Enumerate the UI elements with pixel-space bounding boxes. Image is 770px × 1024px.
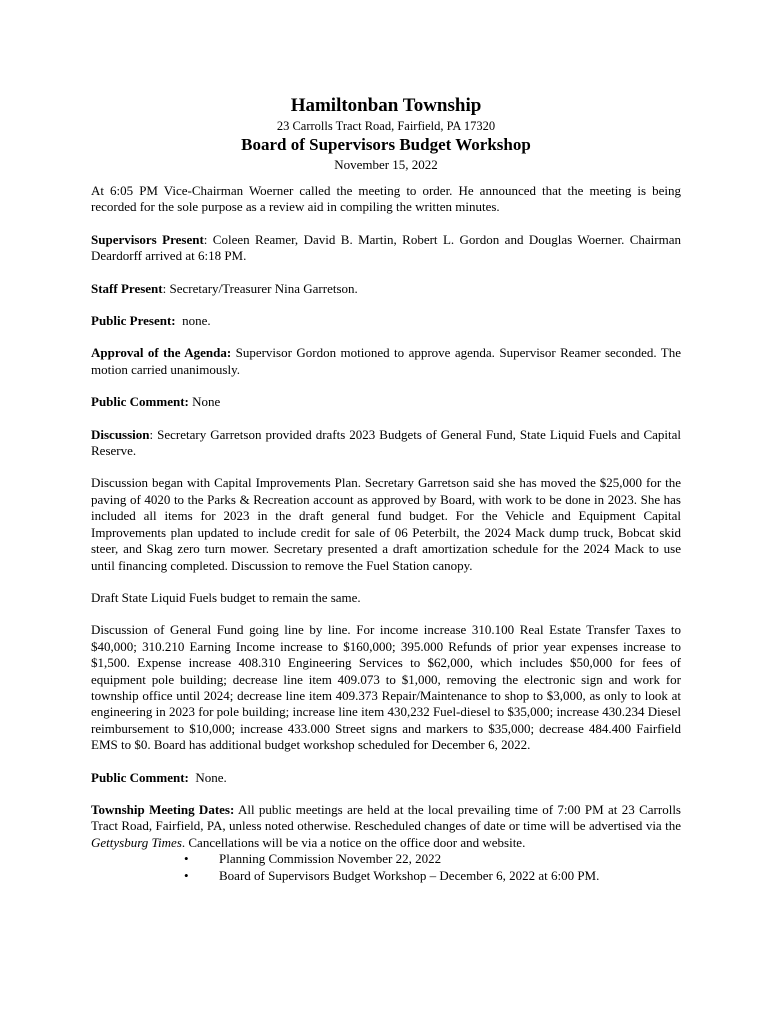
opening-paragraph: At 6:05 PM Vice-Chairman Woerner called the meeting to order. He announced that the meeting is being recorded for the sole purpose as a review aid in compiling the written minutes.: [91, 183, 681, 215]
public-comment-2-text: None.: [188, 769, 227, 785]
public-comment-text: None: [188, 394, 221, 410]
township-address: 23 Carrolls Tract Road, Fairfield, PA 17320: [276, 119, 496, 133]
newspaper-name: Gettysburg Times: [91, 834, 182, 850]
list-item: [91, 851, 681, 867]
capital-plan-paragraph: Discussion began with Capital Improvements Plan. Secretary Garretson said she has moved the $25,000 for the paving of 4020 to the Parks & Recreation account as approved by Board, with work to be done in 2023. She has included all items for 2023 in the draft general fund budget. For the Vehicle and Equipment Capital Improvements plan updated to include credit for sale of 06 Peterbilt, the 2024 Mack dump truck, Bobcat skid steer, and Skag zero turn mower. Secretary presented a draft amortization schedule for the 2024 Mack to use until financing completed. Discussion to remove the Fuel Station canopy.: [91, 475, 681, 573]
list-item: [91, 868, 681, 884]
public-present-paragraph: [91, 313, 681, 329]
meeting-title: Board of Supervisors Budget Workshop: [241, 135, 531, 154]
meeting-dates-text-after: . Cancellations will be via a notice on the office door and website.: [181, 834, 526, 850]
staff-present-text: : Secretary/Treasurer Nina Garretson.: [162, 280, 358, 296]
township-title: Hamiltonban Township: [290, 95, 482, 116]
meeting-dates-label: Township Meeting Dates:: [91, 801, 235, 817]
list-item-text: Board of Supervisors Budget Workshop – December 6, 2022 at 6:00 PM.: [219, 867, 600, 883]
list-item-text: Planning Commission November 22, 2022: [219, 851, 442, 867]
supervisors-present-label: Supervisors Present: [91, 231, 204, 247]
public-comment-label: Public Comment:: [91, 394, 189, 410]
agenda-paragraph: [91, 345, 681, 378]
meeting-dates-paragraph: [91, 802, 681, 851]
discussion-paragraph: [91, 427, 681, 460]
public-present-text: none.: [175, 313, 211, 329]
liquid-fuels-paragraph: Draft State Liquid Fuels budget to remain the same.: [91, 589, 361, 605]
public-present-label: Public Present:: [91, 313, 176, 329]
supervisors-present-paragraph: [91, 232, 681, 265]
meeting-date: November 15, 2022: [334, 157, 438, 172]
bullet-icon: •: [184, 851, 189, 867]
public-comment-2-label: Public Comment:: [91, 769, 189, 785]
public-comment-2-paragraph: [91, 770, 681, 786]
general-fund-paragraph: Discussion of General Fund going line by line. For income increase 310.100 Real Estate Transfer Taxes to $40,000; 310.210 Earning Income increase to $160,000; 395.000 Refunds of prior year expenses increase to $1,500. Expense increase 408.310 Engineering Services to $62,000, which includes $50,000 for fees of equipment pole building; decrease line item 409.073 to $1,000, removing the electronic sign and work for township office until 2024; decrease line item 409.373 Repair/Maintenance to shop to $3,000, as only to look at engineering in 2023 for pole building; increase line item 430,232 Fuel-diesel to $35,000; increase 430.234 Diesel reimbursement to $10,000; increase 433.000 Street signs and markers to $35,000; decrease 484.400 Fairfield EMS to $0. Board has additional budget workshop scheduled for December 6, 2022.: [91, 622, 681, 753]
agenda-text: Supervisor Gordon motioned to approve agenda. Supervisor Reamer seconded. The motion carried unanimously.: [91, 345, 681, 377]
supervisors-present-text: : Coleen Reamer, David B. Martin, Robert L. Gordon and Douglas Woerner. Chairman Deardorff arrived at 6:18 PM.: [91, 231, 681, 264]
discussion-label: Discussion: [91, 426, 150, 442]
agenda-label: Approval of the Agenda:: [91, 345, 232, 361]
meeting-dates-list: [91, 851, 681, 884]
discussion-text: : Secretary Garretson provided drafts 2023 Budgets of General Fund, State Liquid Fuels and Capital Reserve.: [91, 426, 681, 459]
meeting-dates-text-before: All public meetings are held at the local prevailing time of 7:00 PM at 23 Carrolls Tract Road, Fairfield, PA, unless noted otherwise. Rescheduled changes of date or time will be advertised via the: [91, 801, 681, 834]
bullet-icon: •: [184, 867, 189, 883]
staff-present-label: Staff Present: [91, 280, 163, 296]
public-comment-paragraph: [91, 394, 681, 410]
staff-present-paragraph: [91, 281, 681, 297]
